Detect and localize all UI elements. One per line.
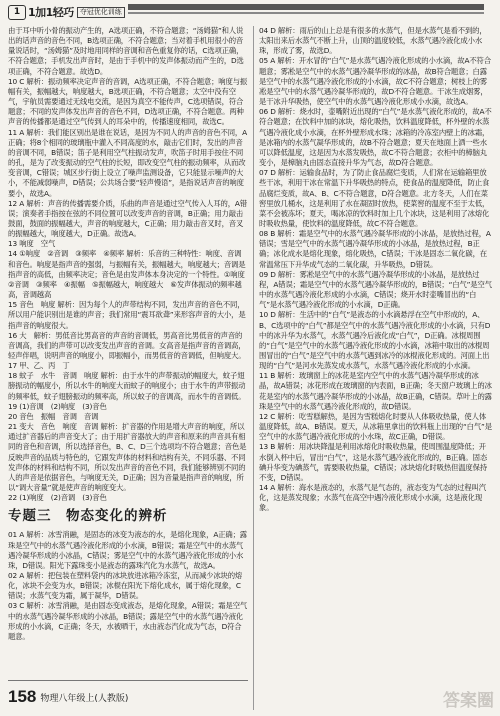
answer-paragraph: 15 音色 响度 解析：因为每个人的声带结构不同，发出声音的音色不同，所以用户能识别出是谁的声音；我们常用“震耳欲聋”来形容声音的大小，是指声音的响度很大。 — [8, 300, 246, 330]
header-decoration-line — [128, 12, 484, 14]
answer-paragraph: 05 A 解析：开水冒的“白气”是水蒸气遇冷液化形成的小水滴，故A不符合题意；雾凇是空气中的水蒸气遇冷凝华形成的冰晶，故B符合题意；白露是空气中的水蒸气遇冷液化形成的小水滴，故C不符合题意；树枝上的雾凇是空气中的水蒸气遇冷凝华形成的，故D不符合题意。干冰生成烟雾，是干冰升华吸热，使空气中的水蒸气遇冷液化形成小水滴，故选A。 — [259, 56, 491, 107]
answer-paragraph: 17 甲、乙、丙 丁 — [8, 361, 70, 371]
section-title: 专题三 物态变化的辨析 — [8, 508, 168, 525]
answer-paragraph: 07 D 解析：运输食品时，为了防止食品腐烂变质，人们常在运输箱里放些干冰，利用干冰在常温下升华吸热的特点，使食品的温度降低，防止食品腐烂变质，故A、B、C不符合题意，D符合题意。北方冬天，人们在菜窖里放几桶水，这是利用了水在凝固时放热，使菜窖的温度不至于太低，菜不会被冻坏；夏天，喝冰凉的饮料时加上几个冰块，这是利用了冰熔化时吸收热量，使饮料的温度降低，故C不符合题意。 — [259, 168, 490, 228]
answer-paragraph: 12 C 解析：吃雪糕解热，是因为雪糕熔化时要从人体吸收热量，使人体温度降低，故A、B错误。夏天，从冰箱里拿出的饮料瓶上出现的“白气”是空气中的水蒸气遇冷液化形成的小水珠，故C正确，D错误。 — [259, 411, 492, 442]
answer-paragraph: 12 A 解析：声音的传播需要介质，乐曲的声音是通过空气传入人耳的，A错误；演奏者手指按在弦的不同位置可以改变声音的音调，B正确；用力敲击鼓面，鼓面的振幅越大，声音的响度越大，C正确；用力敲击音叉时，音叉的振幅越大，响度越大，D正确。故选A。 — [8, 198, 247, 239]
answer-paragraph: 08 B 解析：霜是空气中的水蒸气遇冷凝华形成的小冰晶，是放热过程，A错误；雪是空气中的水蒸气遇冷凝华形成的小冰晶，是放热过程，B正确；冰化成水是熔化现象，熔化吸热，C错误；干冰是固态二氧化碳，在常温常压下升华成气态的二氧化碳，升华吸热，D错误。 — [259, 229, 491, 269]
answer-paragraph: 13 B 解析：用冰块降温是利用冰熔化时吸收热量，使周围温度降低；开水倒入杯中后，冒出“白气”，这是水蒸气遇冷液化形成的，B正确。固态碘升华变为碘蒸气，需要吸收热量，C错误；冰块熔化时吸热但温度保持不变，D错误。 — [259, 442, 488, 482]
answer-paragraph: 22 (1)响度 (2)音调 (3)音色 — [8, 493, 107, 503]
left-column — [8, 26, 252, 671]
answer-paragraph: 14 A 解析：海水是液态的，水蒸气是气态的，液态变为气态的过程叫汽化，这是蒸发现象；水蒸气在高空中遇冷液化形成小水滴，这是液化现象。 — [259, 483, 486, 513]
answer-paragraph: 21 变大 音色 响度 音调 解析：扩音器的作用是增大声音的响度，所以通过扩音器后的声音变大了；由于用扩音器放大的声音和原来的声音具有相同的音色和音调，所以选择音色，B、C、D三个选项均不符合题意；音色是反映声音的品质与特色的，它跟发声体的材料和结构有关，不同乐器、不同发声体的材料和结构不同，所以发出声音的音色不同，我们能够辨别不同的人的声音是依据音色，与响度无关，D正确；因为音量是指声音的响度，所以“调大音量”就是使声音的响度变大。 — [8, 422, 247, 493]
brand-tagline: 夺冠优化训练 — [77, 7, 125, 18]
right-column — [259, 26, 492, 716]
answer-paragraph: 03 C 解析：冰雪消融，是由固态变成液态，是熔化现象，A错误；霜是空气中的水蒸气遇冷凝华形成的小冰晶，B错误；露是空气中的水蒸气遇冷液化形成的小水滴，C正确；冬天，水被晒干，水由液态汽化成为气态，D符合题意。 — [8, 601, 248, 641]
answer-paragraph: 14 ①响度 ②音调 ③频率 ④频率 解析：乐音的三种特性：响度、音调和音色。响度是指声音的强弱，与振幅有关，振幅越大，响度越大；音调是指声音的高低，由频率决定；音色是由发声体本身决定的一个特性。①响度 ②音调 ③频率 ④振幅 ⑤振幅越大，响度越大 ⑥发声体振动的频率越高，音调越高 — [8, 249, 252, 300]
answer-paragraph: 由于耳中听小骨的振动产生的，A选项正确，不符合题意；“汤姆猫”和人说出的话声音的音色不同，B选项正确，不符合题意；当对着手机用很小的音量说话时，“汤姆猫”及时地用同样的音调和音色重复你的话，C选项正确，不符合题意；手机发出声音时，是由于手机中的发声体振动而产生的，D选项正确，不符合题意。故选D。 — [8, 26, 244, 76]
footer-rule — [8, 680, 248, 681]
page-footer — [8, 686, 128, 708]
answer-paragraph: 19 (1)音调 (2)响度 (3)音色 — [8, 401, 107, 411]
answer-paragraph: 04 D 解析：雨后的山上总是有很多的水蒸气，但是水蒸气是看不到的，太阳出来后水蒸气不断上升，山顶的温度较低，水蒸气遇冷液化成小水珠，形成了雾，故选D。 — [259, 26, 487, 56]
answer-paragraph: 02 A 解析：把包装在塑料袋内的冰块放进冰箱冷冻室，从而减少冰块的熔化，冰块不会变为水，B错误；冰棍在阳光下熔化成水，属于熔化现象，C错误；水蒸气变为霜，属于凝华，D错误。 — [8, 570, 243, 601]
book-title: 物理八年级上(人教版) — [40, 693, 129, 704]
answer-paragraph: 16 大 解析：男低音比男高音的声音的音调低，男高音比男低音的声音的音调高，我们的声带可以改变发出声音的音调。女高音是指声音的音调高，轻声伴唱，说明声音的响度小，即振幅小，而男低音的音调低，但响度大。 — [8, 330, 246, 360]
answer-paragraph: 18 蚊子 水牛 音调 响度 解析：由于水牛的声带振动的幅度大，蚊子翅膀振动的幅度小，所以水牛的响度大而蚊子的响度小；由于水牛的声带振动的频率低，蚊子翅膀振动的频率高，所以蚊子的音调高，而水牛的音调低。 — [8, 371, 246, 401]
brand-logo-icon: 1 — [8, 5, 26, 20]
answer-paragraph: 09 D 解析：雾凇是空气中的水蒸气遇冷凝华形成的小冰晶，是放热过程，A错误；霜是空气中的水蒸气遇冷凝华形成的，B错误；“白气”是空气中的水蒸气遇冷液化形成的小水滴，C错误；烧开水时壶嘴冒出的“白气”是水蒸气遇冷液化形成的小水滴，D正确。 — [259, 269, 492, 310]
answer-paragraph: 01 A 解析：冰雪消融，是固态的冰变为液态的水，是熔化现象，A正确；露珠是空气中的水蒸气遇冷液化形成的小水滴，B错误；霜是空气中的水蒸气遇冷凝华形成的小冰晶，C错误；雾是空气中的水蒸气遇冷液化形成的小水珠，D错误。阳光下露珠变小是液态的露珠汽化为水蒸气，故选A。 — [8, 530, 247, 570]
answer-paragraph: 13 响度 空气 — [8, 239, 56, 249]
header-decoration-bar — [128, 4, 484, 10]
column-divider — [253, 26, 254, 710]
answer-paragraph: 20 音色 振幅 音调 音调 — [8, 411, 99, 421]
answer-paragraph: 10 D 解析：生活中的“白气”是液态的小水滴悬浮在空气中形成的，A、B、C选项中的“白气”都是空气中的水蒸气遇冷液化形成的小水滴，只有D中的冰升华为水蒸气，水蒸气遇冷后液化成“白气”，D正确。冰棍周围的“白气”是空气中的水蒸气遇冷液化形成的小水滴，冰箱中取出的冰棍周围冒出的“白气”是空气中的水蒸气遇到冰冷的冰棍液化形成的。河面上出现的“白气”是河水先蒸发成水蒸气，水蒸气遇冷液化形成的小水滴。 — [259, 310, 491, 371]
page-number: 158 — [8, 687, 37, 706]
watermark-logo: 答案圈 — [443, 691, 494, 711]
brand-name: 1加1轻巧 — [28, 6, 74, 19]
answer-paragraph: 06 D 解析：烧水时，壶嘴附近出现的“白气”是水蒸气液化形成的，故A不符合题意；在饮料中加的冰块，熔化吸热，饮料温度降低，杯外壁的水蒸气遇冷液化成小水滴，在杯外壁形成水珠；冰箱的冷冻室内壁上的冰霜，是冰箱内的水蒸气凝华形成的，故B不符合题意；夏天在地面上洒一些水可以降低温度，这是因为水蒸发吸热，故C不符合题意；衣柜中的樟脑丸变小，是樟脑丸由固态直接升华为气态，故D符合题意。 — [259, 107, 492, 168]
answer-paragraph: 10 C 解析：振动频率决定声音的音调，A选项正确，不符合题意；响度与振幅有关，振幅越大，响度越大，B选项正确，不符合题意；太空中没有空气，宇航员需要通过无线电交流，是因为真空不能传声，C选项错误，符合题意；不同的发声体发出声音的音色不同，D选项正确，不符合题意。两种声音的传播都是通过空气传到人的耳朵中的，传播速度相同，故选C。 — [8, 76, 248, 127]
answer-paragraph: 11 B 解析：玻璃窗上的冰花是室内空气中的水蒸气遇冷凝华形成的冰晶，故A错误；冰花形成在玻璃窗的内表面，B正确；冬天窗户玻璃上的冰花是室内的水蒸气遇冷凝华形成的小冰晶，故B正确，C错误。草叶上的露珠是空气中的水蒸气遇冷液化形成的，故D错误。 — [259, 371, 492, 411]
section-heading — [8, 506, 248, 526]
answer-paragraph: 11 A 解析：我们能区别出是谁在说话，是因为不同人的声音的音色不同，A正确；将8个相同的玻璃瓶中灌入不同高度的水，敲击它们时，发出的声音的音调不同，B错误；笛子是利用空气柱振动发声，吹笛子时用手按住不同的孔，是为了改变振动的空气柱的长短，即改变空气柱的振动频率，从而改变音调，C错误；城区步行街上设立了噪声监测设备，它只能显示噪声的大小，不能减弱噪声，D错误；公共场合要“轻声慢语”，是指说话声音的响度要小，故选A。 — [8, 127, 247, 198]
